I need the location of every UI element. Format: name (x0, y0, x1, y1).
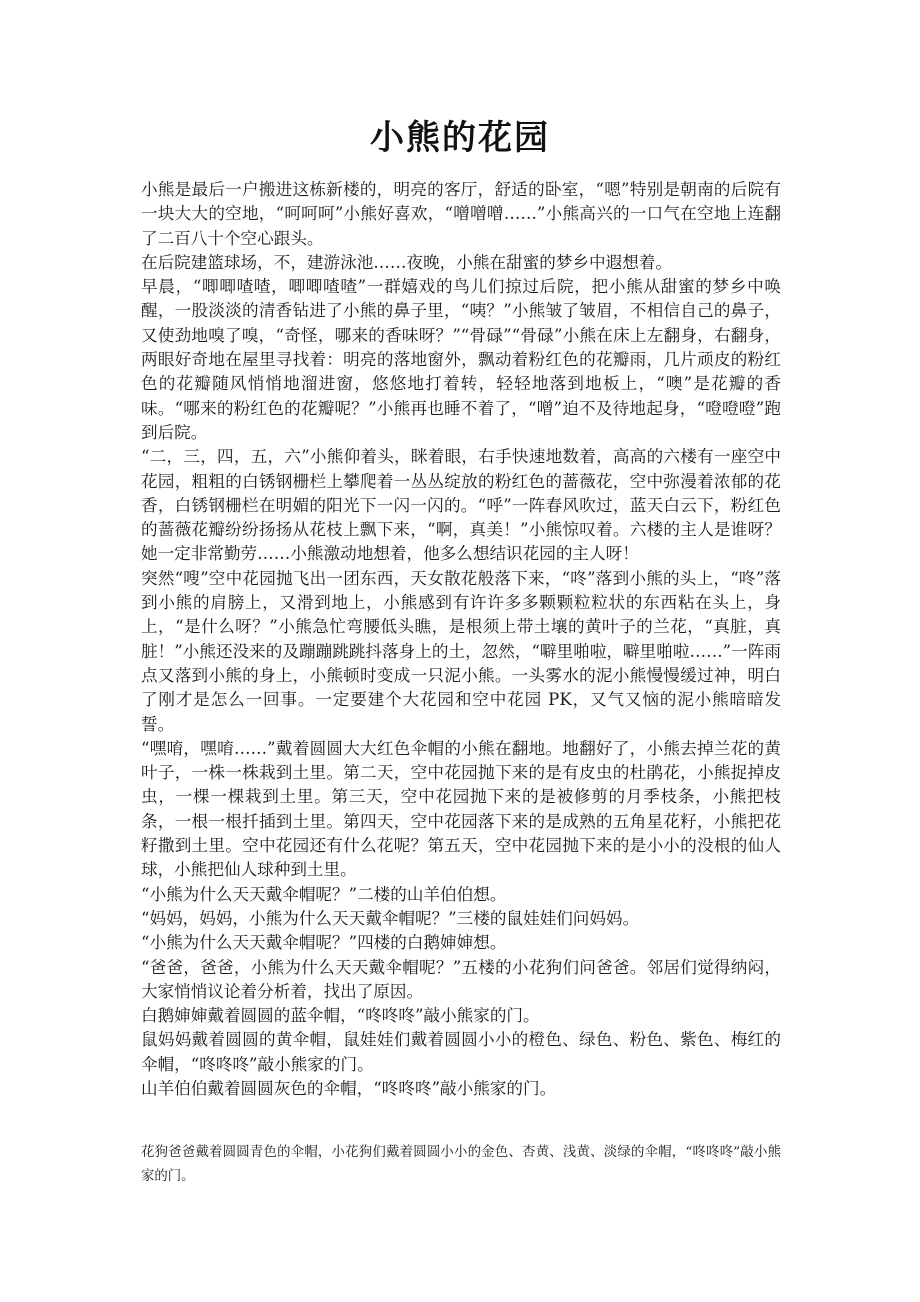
paragraph: 鼠妈妈戴着圆圆的黄伞帽，鼠娃娃们戴着圆圆小小的橙色、绿色、粉色、紫色、梅红的伞帽，“咚咚咚”敲小熊家的门。 (141, 1030, 781, 1074)
paragraph: 白鹅婶婶戴着圆圆的蓝伞帽，“咚咚咚”敲小熊家的门。 (141, 1006, 540, 1026)
paragraph: 突然“嗖”空中花园抛飞出一团东西，天女散花般落下来，“咚”落到小熊的头上，“咚”落到小熊的肩膀上，又滑到地上，小熊感到有许许多多颗颗粒粒状的东西粘在头上，身上，“是什么呀？”小熊急忙弯腰低头瞧，是根须上带土壤的黄叶子的兰花，“真脏，真脏！”小熊还没来的及蹦蹦跳跳抖落身上的土，忽然，“噼里啪啦，噼里啪啦……”一阵雨点又落到小熊的身上，小熊顿时变成一只泥小熊。一头雾水的泥小熊慢慢缓过神，明白了刚才是怎么一回事。一定要建个大花园和空中花园 PK，又气又恼的泥小熊暗暗发誓。 (141, 568, 781, 734)
final-paragraph-block (141, 1141, 781, 1189)
paragraph: “小熊为什么天天戴伞帽呢？”四楼的白鹅婶婶想。 (141, 933, 507, 953)
final-paragraph: 花狗爸爸戴着圆圆青色的伞帽，小花狗们戴着圆圆小小的金色、杏黄、浅黄、淡绿的伞帽，“咚咚咚”敲小熊家的门。 (141, 1145, 781, 1184)
paragraph: “二，三，四，五，六”小熊仰着头，眯着眼，右手快速地数着，高高的六楼有一座空中花园，粗粗的白锈钢栅栏上攀爬着一丛丛绽放的粉红色的蔷薇花，空中弥漫着浓郁的花香，白锈钢栅栏在明媚的阳光下一闪一闪的。“呼”一阵春风吹过，蓝天白云下，粉红色的蔷薇花瓣纷纷扬扬从花枝上飘下来，“啊，真美！”小熊惊叹着。六楼的主人是谁呀？她一定非常勤劳……小熊激动地想着，他多么想结识花园的主人呀！ (141, 447, 781, 564)
paragraph: 早晨，“唧唧喳喳，唧唧喳喳”一群嬉戏的鸟儿们掠过后院，把小熊从甜蜜的梦乡中唤醒，一股淡淡的清香钻进了小熊的鼻子里，“咦？”小熊皱了皱眉，不相信自己的鼻子，又使劲地嗅了嗅，“奇怪，哪来的香味呀？”“骨碌”“骨碌”小熊在床上左翻身，右翻身，两眼好奇地在屋里寻找着：明亮的落地窗外，飘动着粉红色的花瓣雨，几片顽皮的粉红色的花瓣随风悄悄地溜进窗，悠悠地打着转，轻轻地落到地板上，“噢”是花瓣的香味。“哪来的粉红色的花瓣呢？”小熊再也睡不着了，“噌”迫不及待地起身，“噔噔噔”跑到后院。 (141, 277, 781, 442)
document-body (141, 178, 781, 1101)
paragraph: 在后院建篮球场，不，建游泳池……夜晚，小熊在甜蜜的梦乡中遐想着。 (141, 252, 672, 272)
paragraph: “小熊为什么天天戴伞帽呢？”二楼的山羊伯伯想。 (141, 884, 507, 904)
paragraph: “妈妈，妈妈，小熊为什么天天戴伞帽呢？”三楼的鼠娃娃们问妈妈。 (141, 908, 640, 928)
paragraph: 小熊是最后一户搬进这栋新楼的，明亮的客厅，舒适的卧室，“嗯”特别是朝南的后院有一块大大的空地，“呵呵呵”小熊好喜欢，“噌噌噌……”小熊高兴的一口气在空地上连翻了二百八十个空心跟头。 (141, 180, 781, 248)
paragraph: “爸爸，爸爸，小熊为什么天天戴伞帽呢？”五楼的小花狗们问爸爸。邻居们觉得纳闷，大家悄悄议论着分析着，找出了原因。 (141, 957, 781, 1001)
paragraph: “嘿唷，嘿唷……”戴着圆圆大大红色伞帽的小熊在翻地。地翻好了，小熊去掉兰花的黄叶子，一株一株栽到土里。第二天，空中花园抛下来的是有皮虫的杜鹃花，小熊捉掉皮虫，一棵一棵栽到土里。第三天，空中花园抛下来的是被修剪的月季枝条，小熊把枝条，一根一根扦插到土里。第四天，空中花园落下来的是成熟的五角星花籽，小熊把花籽撒到土里。空中花园还有什么花呢？第五天，空中花园抛下来的是小小的没根的仙人球，小熊把仙人球种到土里。 (141, 738, 781, 880)
document-title: 小熊的花园 (370, 118, 550, 158)
paragraph: 山羊伯伯戴着圆圆灰色的伞帽，“咚咚咚”敲小熊家的门。 (141, 1078, 557, 1098)
